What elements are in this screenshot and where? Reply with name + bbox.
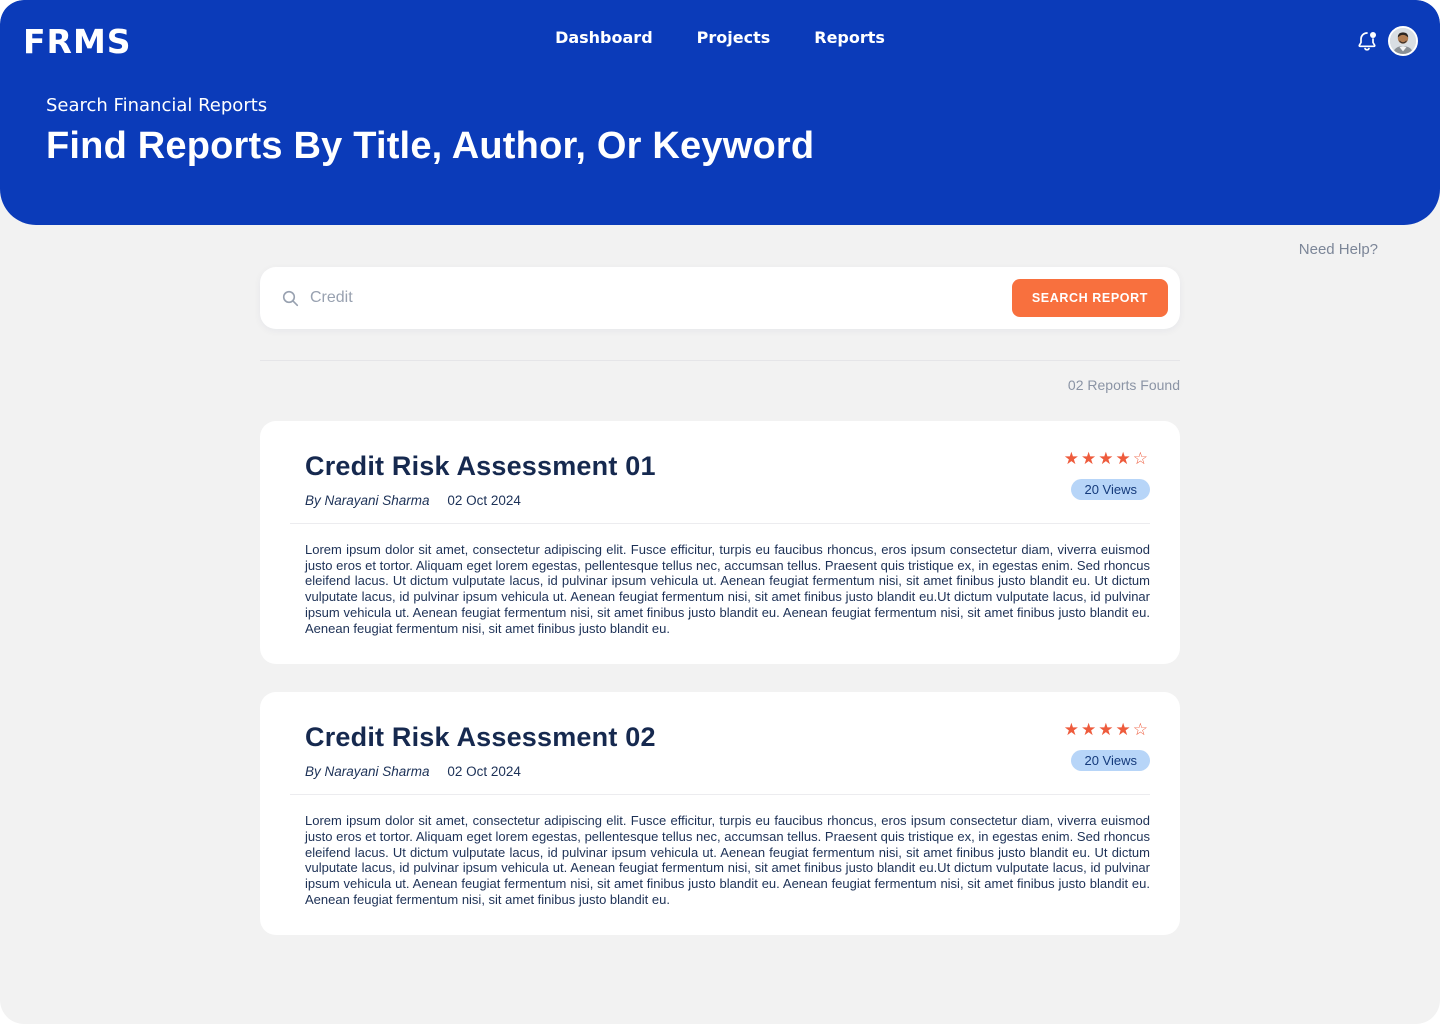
report-card-head	[305, 451, 1150, 508]
card-divider	[290, 794, 1150, 795]
report-author: By Narayani Sharma	[305, 493, 430, 508]
report-card-head-left	[305, 451, 656, 508]
report-author-row	[305, 493, 656, 508]
report-title: Credit Risk Assessment 02	[305, 722, 656, 753]
report-card-head-left	[305, 722, 656, 779]
report-card[interactable]	[260, 421, 1180, 664]
search-icon	[282, 290, 299, 307]
report-card-meta	[1064, 722, 1150, 771]
stars-filled: ★★★★	[1063, 449, 1133, 469]
star-empty: ☆	[1132, 720, 1150, 741]
nav-item-reports[interactable]: Reports	[814, 28, 885, 47]
report-author: By Narayani Sharma	[305, 764, 430, 780]
user-avatar[interactable]	[1388, 26, 1418, 56]
report-card[interactable]	[260, 692, 1180, 935]
report-date: 02 Oct 2024	[447, 493, 521, 508]
stars-filled: ★★★★	[1063, 720, 1133, 741]
star-empty: ☆	[1132, 449, 1150, 469]
results-divider	[260, 360, 1180, 361]
main-nav	[555, 28, 885, 47]
notification-bell-icon[interactable]	[1355, 29, 1379, 53]
report-body: Lorem ipsum dolor sit amet, consectetur adipiscing elit. Fusce efficitur, turpis eu faucibus rhoncus, eros ipsum consectetur diam, viverra euismod justo eros et tortor. Aliquam eget lorem egestas, pellentesque tellus nec, accumsan tellus. Praesent quis tristique ex, in egestas enim. Sed rhoncus eleifend lacus. Ut dictum vulputate lacus, id pulvinar ipsum vehicula ut. Aenean feugiat fermentum nisi, sit amet finibus justo blandit eu. Ut dictum vulputate lacus, id pulvinar ipsum vehicula ut. Aenean feugiat fermentum nisi, sit amet finibus justo blandit eu.Ut dictum vulputate lacus, id pulvinar ipsum vehicula ut. Aenean feugiat fermentum nisi, sit amet finibus justo blandit eu. Aenean feugiat fermentum nisi, sit amet finibus justo blandit eu. Aenean feugiat fermentum nisi, sit amet finibus justo blandit eu.	[305, 542, 1150, 636]
star-rating-icon	[1064, 451, 1150, 468]
brand-logo: FRMS	[23, 21, 132, 61]
page-title: Find Reports By Title, Author, Or Keyword	[46, 125, 815, 167]
hero-header	[0, 0, 1440, 225]
report-author-row	[305, 764, 656, 779]
nav-item-projects[interactable]: Projects	[696, 28, 771, 47]
report-title: Credit Risk Assessment 01	[305, 451, 656, 481]
views-badge: 20 Views	[1071, 479, 1150, 500]
results-count: 02 Reports Found	[1067, 377, 1180, 393]
search-bar	[260, 267, 1180, 329]
main-content	[260, 267, 1180, 935]
topbar-right	[1355, 26, 1418, 56]
topbar	[0, 0, 1440, 62]
help-row	[0, 225, 1440, 261]
search-input[interactable]	[310, 289, 1012, 307]
card-divider	[290, 523, 1150, 524]
nav-item-dashboard[interactable]: Dashboard	[555, 28, 653, 47]
report-date: 02 Oct 2024	[447, 764, 521, 780]
page-subtitle: Search Financial Reports	[46, 95, 268, 116]
hero-text	[0, 62, 1440, 168]
report-body: Lorem ipsum dolor sit amet, consectetur adipiscing elit. Fusce efficitur, turpis eu faucibus rhoncus, eros ipsum consectetur diam, viverra euismod justo eros et tortor. Aliquam eget lorem egestas, pellentesque tellus nec, accumsan tellus. Praesent quis tristique ex, in egestas enim. Sed rhoncus eleifend lacus. Ut dictum vulputate lacus, id pulvinar ipsum vehicula ut. Aenean feugiat fermentum nisi, sit amet finibus justo blandit eu. Ut dictum vulputate lacus, id pulvinar ipsum vehicula ut. Aenean feugiat fermentum nisi, sit amet finibus justo blandit eu.Ut dictum vulputate lacus, id pulvinar ipsum vehicula ut. Aenean feugiat fermentum nisi, sit amet finibus justo blandit eu. Aenean feugiat fermentum nisi, sit amet finibus justo blandit eu. Aenean feugiat fermentum nisi, sit amet finibus justo blandit eu.	[305, 813, 1150, 907]
star-rating-icon	[1064, 722, 1150, 739]
views-badge: 20 Views	[1071, 750, 1150, 771]
need-help-link[interactable]: Need Help?	[1298, 241, 1378, 258]
search-report-button[interactable]: SEARCH REPORT	[1012, 279, 1168, 317]
report-card-head	[305, 722, 1150, 779]
report-card-meta	[1064, 451, 1150, 500]
